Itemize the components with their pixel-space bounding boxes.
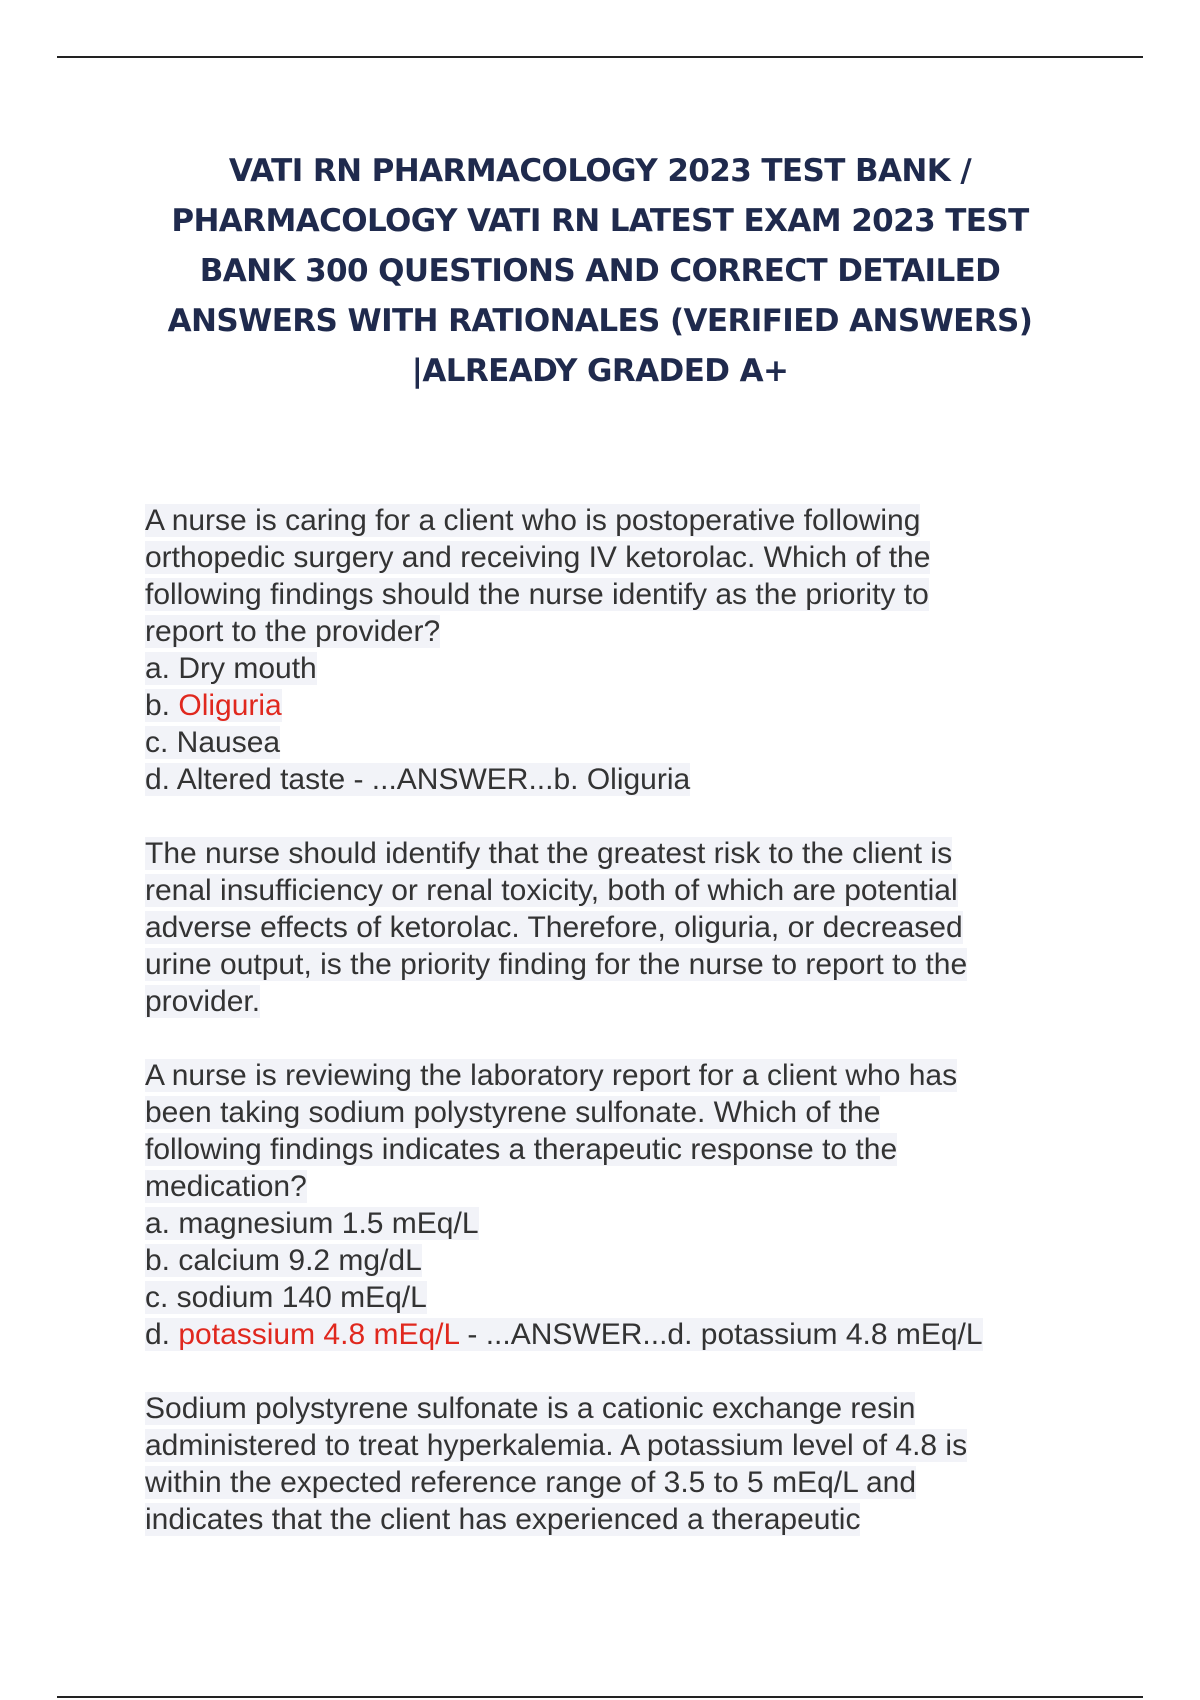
- title-line: ANSWERS WITH RATIONALES (VERIFIED ANSWERS): [167, 303, 1033, 339]
- question-stem-line: orthopedic surgery and receiving IV ketorolac. Which of the: [145, 541, 931, 574]
- title-line: PHARMACOLOGY VATI RN LATEST EXAM 2023 TEST: [171, 203, 1029, 239]
- correct-answer-highlight: potassium 4.8 mEq/L: [178, 1318, 460, 1351]
- document-title: [150, 146, 1050, 396]
- answer-option-b: b. Oliguria: [145, 689, 282, 722]
- question-stem-line: following findings should the nurse identify as the priority to: [145, 578, 929, 611]
- rationale-line: within the expected reference range of 3.5 to 5 mEq/L and: [145, 1466, 917, 1499]
- rationale-line: administered to treat hyperkalemia. A potassium level of 4.8 is: [145, 1429, 968, 1462]
- title-line: VATI RN PHARMACOLOGY 2023 TEST BANK /: [228, 153, 972, 189]
- rationale-2: [145, 1390, 1075, 1538]
- question-stem-line: medication?: [145, 1170, 307, 1203]
- bottom-rule: [57, 1696, 1143, 1698]
- rationale-line: provider.: [145, 985, 261, 1018]
- question-1: [145, 502, 1075, 798]
- question-stem-line: been taking sodium polystyrene sulfonate. Which of the: [145, 1096, 881, 1129]
- rationale-1: [145, 835, 1075, 1020]
- rationale-line: indicates that the client has experienced a therapeutic: [145, 1503, 861, 1536]
- question-stem-line: report to the provider?: [145, 615, 441, 648]
- title-line: BANK 300 QUESTIONS AND CORRECT DETAILED: [199, 253, 1001, 289]
- answer-option-d: d. potassium 4.8 mEq/L - ...ANSWER...d. potassium 4.8 mEq/L: [145, 1318, 983, 1351]
- answer-option-a: a. magnesium 1.5 mEq/L: [145, 1207, 479, 1240]
- answer-option-c: c. sodium 140 mEq/L: [145, 1281, 427, 1314]
- document-body: [145, 502, 1075, 1538]
- answer-option-d: d. Altered taste - ...ANSWER...b. Oliguria: [145, 763, 691, 796]
- rationale-line: renal insufficiency or renal toxicity, both of which are potential: [145, 874, 958, 907]
- question-stem-line: A nurse is reviewing the laboratory report for a client who has: [145, 1059, 958, 1092]
- title-line: |ALREADY GRADED A+: [411, 353, 789, 389]
- answer-option-c: c. Nausea: [145, 726, 281, 759]
- rationale-line: adverse effects of ketorolac. Therefore, oliguria, or decreased: [145, 911, 963, 944]
- rationale-line: The nurse should identify that the greatest risk to the client is: [145, 837, 953, 870]
- question-stem-line: following findings indicates a therapeutic response to the: [145, 1133, 898, 1166]
- top-rule: [57, 56, 1143, 58]
- correct-answer-highlight: Oliguria: [178, 689, 282, 722]
- rationale-line: Sodium polystyrene sulfonate is a cationic exchange resin: [145, 1392, 916, 1425]
- answer-option-a: a. Dry mouth: [145, 652, 317, 685]
- answer-option-b: b. calcium 9.2 mg/dL: [145, 1244, 422, 1277]
- question-stem-line: A nurse is caring for a client who is postoperative following: [145, 504, 921, 537]
- rationale-line: urine output, is the priority finding for the nurse to report to the: [145, 948, 968, 981]
- question-2: [145, 1057, 1075, 1353]
